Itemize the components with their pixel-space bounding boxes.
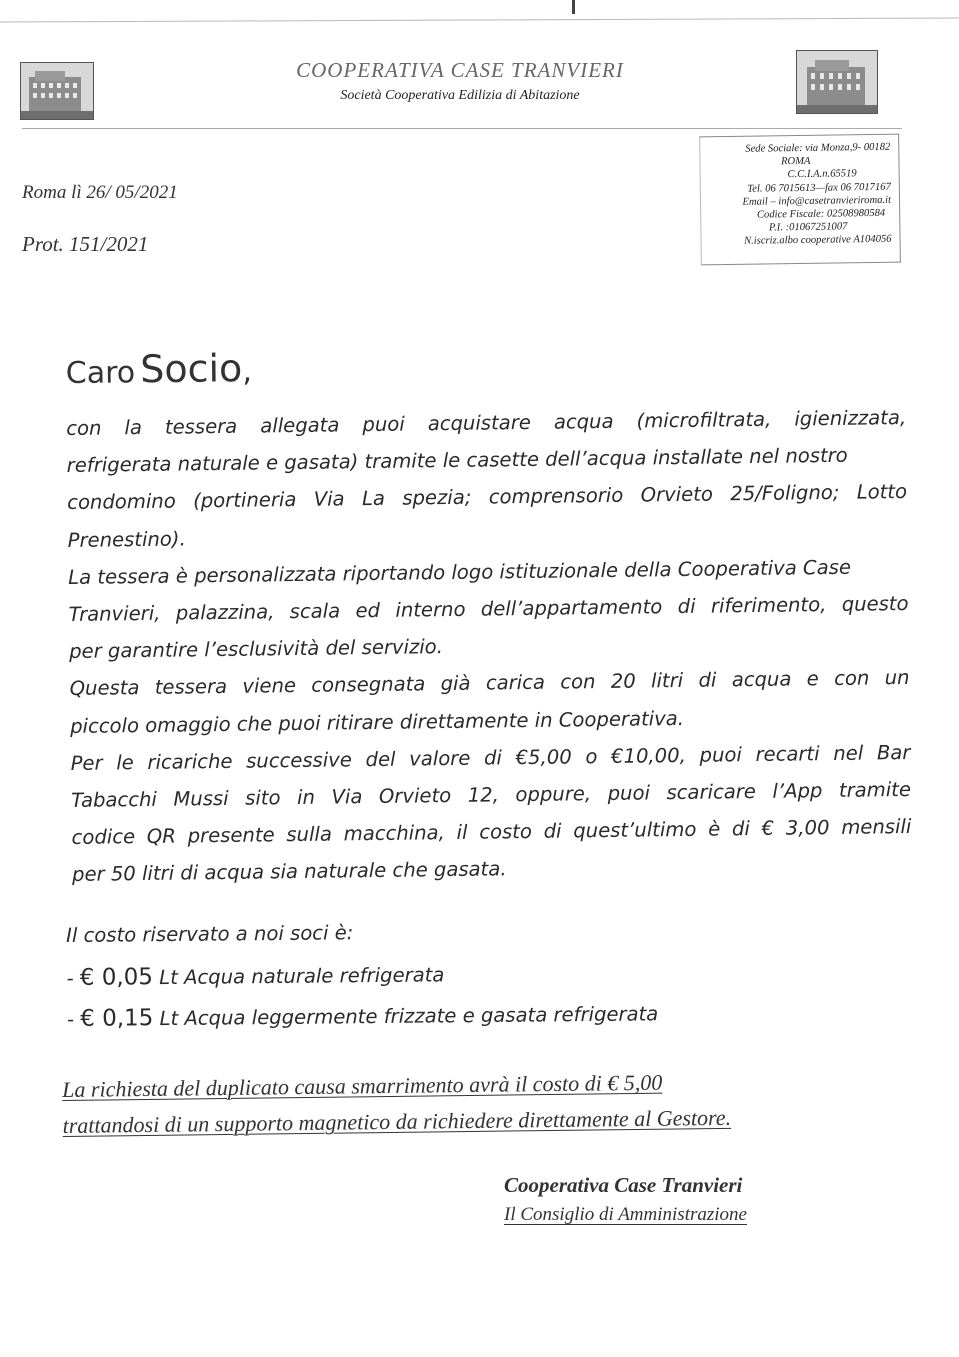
word: Orvieto	[640, 482, 714, 507]
word: è	[707, 817, 721, 841]
cost-dash: -	[66, 966, 80, 990]
word: presente	[187, 823, 275, 848]
body-line-13: per 50 litri di acqua sia naturale che gasata.	[71, 857, 507, 887]
body-line-7: per garantire l’esclusività del servizio.	[69, 635, 444, 664]
office-tax-code: Codice Fiscale: 02508980584	[756, 207, 886, 221]
word: viene	[242, 674, 297, 699]
word: sito	[245, 786, 281, 810]
word: €5,00	[515, 745, 572, 769]
protocol-number: Prot. 151/2021	[22, 232, 149, 256]
word: Questa	[69, 676, 140, 701]
word: del	[365, 747, 396, 771]
letter-body	[66, 399, 912, 894]
cost-list	[66, 918, 659, 1047]
word: la	[124, 416, 143, 440]
word: successive	[245, 748, 353, 773]
word: o	[585, 744, 598, 769]
word: sulla	[286, 822, 333, 847]
word: codice	[71, 825, 136, 850]
notice-line-1: La richiesta del duplicato causa smarrimento avrà il costo di € 5,00	[62, 1069, 663, 1102]
word: di	[698, 668, 717, 693]
word: Bar	[876, 740, 911, 765]
building-photo-left	[20, 62, 94, 120]
cost-item-sparkling	[67, 1000, 659, 1047]
word: Per	[70, 751, 103, 775]
word: carica	[485, 671, 546, 695]
word: scala	[289, 599, 341, 624]
signature-block	[504, 1173, 747, 1226]
word: con	[66, 416, 102, 440]
letterhead-rule	[22, 128, 902, 129]
word: allegata	[260, 413, 340, 438]
word: ed	[355, 598, 381, 623]
word: La	[361, 487, 386, 511]
office-phone: Tel. 06 7015613—fax 06 7017167	[747, 181, 891, 195]
word: €10,00,	[610, 743, 687, 768]
word: Lotto	[856, 480, 908, 505]
word: puoi	[362, 412, 405, 437]
greeting-socio: Socio	[140, 346, 243, 392]
word: quest’ultimo	[573, 818, 697, 843]
word: tramite	[838, 778, 912, 802]
word: Via	[313, 487, 345, 512]
office-info-box	[699, 134, 901, 266]
word: scaricare	[666, 780, 757, 805]
word: acquistare	[427, 410, 531, 436]
word: un	[884, 666, 910, 690]
word: igienizzata,	[794, 406, 907, 431]
word: l’App	[772, 779, 823, 803]
word: acqua	[553, 409, 614, 434]
word: con	[833, 666, 870, 691]
word: già	[440, 672, 471, 696]
place-date: Roma lì 26/ 05/2021	[22, 182, 178, 203]
signature-org: Cooperativa Case Tranvieri	[504, 1173, 743, 1197]
word: puoi	[607, 781, 651, 805]
word: il	[456, 821, 468, 845]
word: costo	[479, 820, 533, 844]
body-line-2: refrigerata naturale e gasata) tramite le casette dell’acqua installate nel nostro	[66, 443, 848, 478]
body-line-5: La tessera è personalizzata riportando logo istituzionale della Cooperativa Case	[68, 555, 852, 589]
cost-price: € 0,05	[79, 964, 154, 991]
cost-description: Lt Acqua naturale refrigerata	[152, 963, 445, 990]
word: litri	[650, 669, 684, 693]
word: tessera	[154, 675, 228, 700]
word: (microfiltrata,	[636, 407, 772, 433]
word: puoi	[699, 743, 742, 767]
word: condomino	[67, 489, 176, 515]
cost-dash: -	[66, 1007, 81, 1031]
word: tessera	[164, 414, 238, 439]
office-city: ROMA	[780, 156, 811, 168]
word: macchina,	[343, 821, 445, 846]
cost-description: Lt Acqua leggermente frizzate e gasata refrigerata	[153, 1002, 659, 1031]
greeting-caro: Caro	[65, 355, 136, 392]
word: acqua	[731, 667, 792, 692]
word: Orvieto	[378, 784, 452, 808]
word: dell’appartamento	[480, 595, 663, 621]
word: 12,	[467, 783, 500, 807]
office-registry: N.iscriz.albo cooperative A104056	[743, 234, 892, 248]
scan-mark	[572, 0, 575, 14]
cost-intro: Il costo riservato a noi soci è:	[66, 921, 354, 947]
duplicate-notice	[62, 1064, 731, 1144]
cost-item-natural	[66, 959, 658, 1006]
org-subtitle: Società Cooperativa Edilizia di Abitazione	[340, 88, 580, 103]
word: di	[483, 746, 503, 770]
word: 25/Foligno;	[730, 481, 840, 506]
word: di	[731, 817, 751, 841]
word: Tranvieri,	[68, 601, 161, 626]
word: Mussi	[173, 786, 229, 811]
word: €	[761, 817, 775, 841]
building-photo-right	[796, 50, 878, 114]
word: le	[116, 750, 134, 775]
word: di	[543, 819, 562, 844]
word: questo	[841, 592, 909, 616]
office-vat: P.I. :01067251007	[768, 221, 848, 234]
word: oppure,	[515, 782, 592, 807]
word: ricariche	[147, 749, 233, 774]
word: nel	[833, 741, 864, 765]
word: recarti	[755, 741, 820, 766]
body-line-9: piccolo omaggio che puoi ritirare direttamente in Cooperativa.	[69, 706, 685, 738]
word: Via	[331, 785, 363, 809]
office-email: Email – info@casetranvieriroma.it	[742, 194, 892, 208]
org-name: COOPERATIVA CASE TRANVIERI	[296, 58, 624, 82]
word: comprensorio	[488, 484, 624, 509]
word: QR	[146, 824, 177, 849]
word: consegnata	[311, 672, 426, 698]
cost-price: € 0,15	[80, 1005, 154, 1032]
greeting	[66, 346, 253, 392]
signature-board: Il Consiglio di Amministrazione	[504, 1204, 747, 1225]
word: spezia;	[402, 486, 472, 511]
greeting-comma: ,	[242, 354, 253, 390]
office-address: Sede Sociale: via Monza,9- 00182	[745, 141, 891, 155]
word: e	[806, 667, 819, 691]
office-cciaa: C.C.I.A.n.65519	[787, 168, 857, 181]
word: palazzina,	[175, 600, 275, 625]
word: mensili	[841, 815, 912, 840]
word: Tabacchi	[70, 787, 158, 812]
body-line-4: Prenestino).	[67, 527, 186, 552]
word: valore	[409, 746, 471, 771]
word: 3,00	[785, 816, 830, 840]
scan-edge	[0, 0, 959, 30]
word: 20	[610, 669, 636, 694]
word: in	[296, 785, 316, 810]
word: interno	[395, 597, 466, 622]
notice-line-2: trattandosi di un supporto magnetico da richiedere direttamente al Gestore.	[62, 1104, 732, 1138]
word: di	[677, 594, 696, 619]
word: (portineria	[192, 488, 297, 513]
word: riferimento,	[710, 593, 827, 618]
word: con	[560, 670, 596, 694]
